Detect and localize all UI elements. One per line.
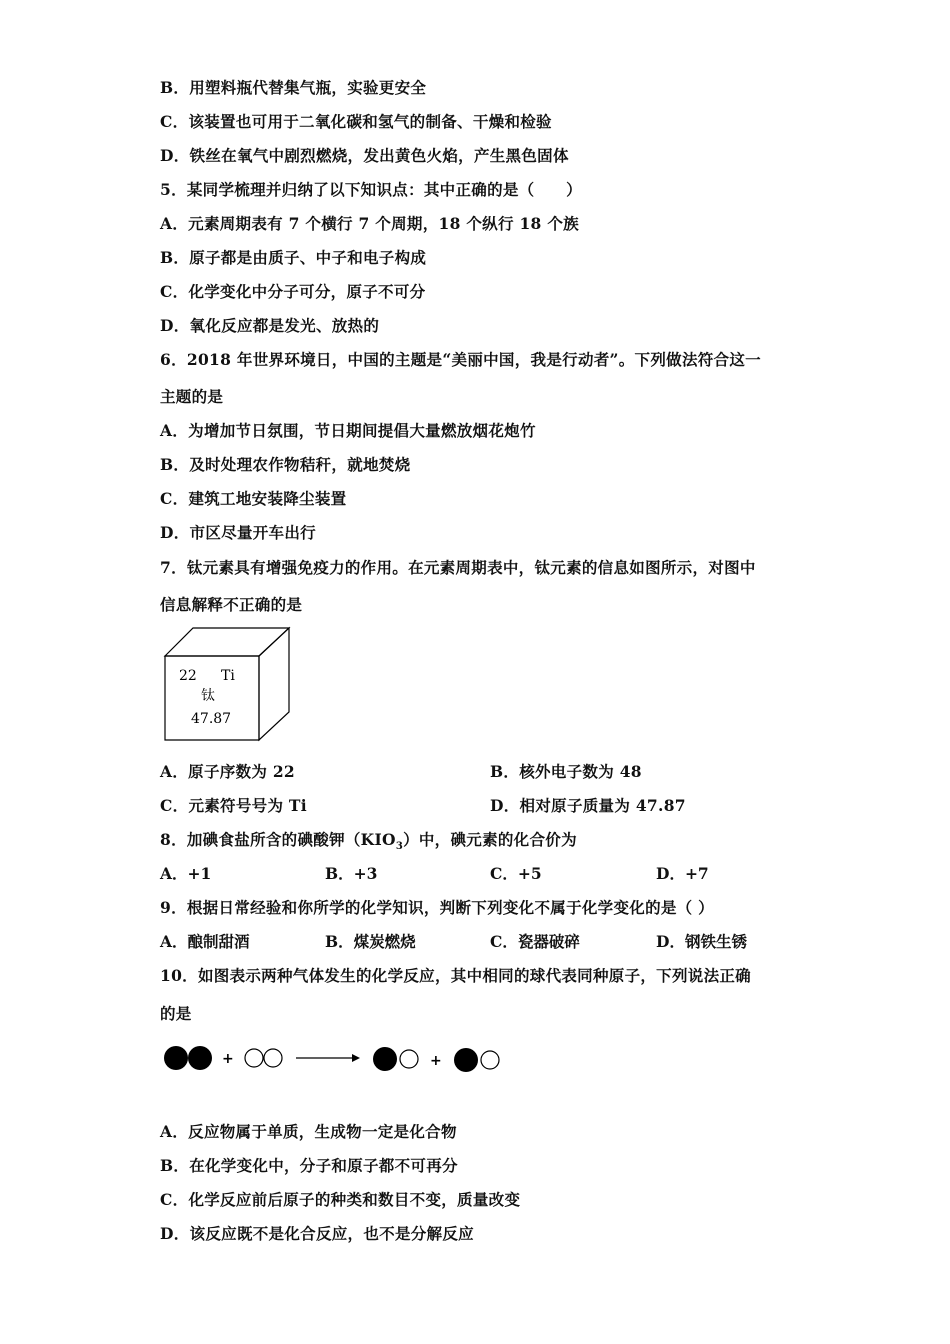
plus-sign: + (222, 1051, 234, 1067)
option-letter: C． (160, 1190, 189, 1209)
option-letter: D． (490, 796, 520, 815)
option-letter: D． (160, 146, 190, 165)
white-atom (481, 1051, 499, 1069)
option-letter: B． (160, 1156, 190, 1175)
reactant-molecule-black (164, 1046, 212, 1070)
option-text: 铁丝在氧气中剧烈燃烧，发出黄色火焰，产生黑色固体 (189, 146, 569, 165)
option-text: 氧化反应都是发光、放热的 (189, 316, 380, 335)
q10-option-d (160, 1224, 474, 1244)
q7-option-d (490, 796, 686, 816)
q10-option-a (160, 1122, 457, 1142)
q7-option-a (160, 762, 295, 782)
option-letter: B． (160, 455, 190, 474)
q8-stem-subscript: 3 (395, 841, 404, 853)
option-text: 化学变化中分子可分，原子不可分 (188, 282, 426, 301)
white-atom (264, 1049, 282, 1067)
option-text: 市区尽量开车出行 (189, 523, 316, 542)
cube-side-face (259, 628, 289, 740)
option-letter: A． (160, 421, 189, 440)
option-text: 反应物属于单质，生成物一定是化合物 (188, 1122, 457, 1141)
option-letter: A． (160, 214, 189, 233)
q4-option-d (160, 146, 569, 166)
q5-option-a (160, 214, 579, 234)
reactant-molecule-white (245, 1049, 282, 1067)
q7-stem-line1: 7．钛元素具有增强免疫力的作用。在元素周期表中，钛元素的信息如图所示，对图中 (160, 558, 756, 577)
q4-option-c (160, 112, 552, 132)
q10-stem-line2: 的是 (160, 1004, 192, 1023)
option-text: 相对原子质量为 47.87 (519, 796, 686, 815)
q10-option-c (160, 1190, 520, 1210)
option-letter: C． (160, 796, 189, 815)
q9-option-c: C．瓷器破碎 (490, 932, 580, 951)
q5-option-d (160, 316, 379, 336)
black-atom (454, 1048, 478, 1072)
option-text: 该装置也可用于二氧化碳和氢气的制备、干燥和检验 (188, 112, 552, 131)
reaction-arrow (296, 1054, 360, 1062)
atomic-number: 22 (179, 668, 197, 684)
q7-stem-line2: 信息解释不正确的是 (160, 595, 303, 614)
option-letter: B． (490, 762, 520, 781)
q7-option-c (160, 796, 307, 816)
plus-sign: + (430, 1053, 442, 1069)
option-text: 原子序数为 22 (188, 762, 296, 781)
option-letter: D． (160, 316, 190, 335)
q4-option-b (160, 78, 426, 98)
q8-option-c: C．+5 (490, 864, 542, 883)
q8-option-d: D．+7 (656, 864, 709, 883)
q10-stem-line1: 10．如图表示两种气体发生的化学反应，其中相同的球代表同种原子，下列说法正确 (160, 966, 751, 985)
q7-option-b (490, 762, 642, 782)
element-symbol: Ti (221, 668, 235, 684)
option-letter: B． (160, 248, 190, 267)
product-molecule-2 (454, 1048, 499, 1072)
q5-stem: 5．某同学梳理并归纳了以下知识点：其中正确的是（ ） (160, 180, 582, 199)
option-text: 原子都是由质子、中子和电子构成 (189, 248, 427, 267)
black-atom (164, 1046, 188, 1070)
option-text: 建筑工地安装降尘装置 (188, 489, 347, 508)
option-letter: C． (160, 489, 189, 508)
q8-stem (160, 830, 577, 857)
option-letter: D． (160, 523, 190, 542)
titanium-element-cube-figure (163, 626, 293, 742)
option-text: 用塑料瓶代替集气瓶，实验更安全 (189, 78, 427, 97)
q8-stem-pre: 8．加碘食盐所含的碘酸钾（KIO (160, 830, 396, 849)
q6-stem-line1: 6．2018 年世界环境日，中国的主题是“美丽中国，我是行动者”。下列做法符合这一 (160, 350, 761, 369)
option-text: 该反应既不是化合反应，也不是分解反应 (189, 1224, 474, 1243)
q8-option-b: B．+3 (325, 864, 378, 883)
atomic-mass: 47.87 (191, 711, 232, 727)
white-atom (400, 1050, 418, 1068)
option-text: 核外电子数为 48 (519, 762, 642, 781)
q9-option-d: D．钢铁生锈 (656, 932, 747, 951)
q8-option-a: A．+1 (160, 864, 212, 883)
black-atom (188, 1046, 212, 1070)
q9-option-b: B．煤炭燃烧 (325, 932, 416, 951)
reaction-diagram (160, 1040, 520, 1080)
option-text: 化学反应前后原子的种类和数目不变，质量改变 (188, 1190, 521, 1209)
option-letter: D． (160, 1224, 190, 1243)
option-letter: C． (160, 112, 189, 131)
option-text: 为增加节日氛围，节日期间提倡大量燃放烟花炮竹 (188, 421, 536, 440)
q6-option-d (160, 523, 316, 543)
option-letter: C． (160, 282, 189, 301)
q5-option-c (160, 282, 425, 302)
q6-option-b (160, 455, 410, 475)
cube-top-face (165, 628, 289, 656)
q10-option-b (160, 1156, 458, 1176)
q9-option-a: A．酿制甜酒 (160, 932, 250, 951)
q6-option-a (160, 421, 536, 441)
option-letter: B． (160, 78, 190, 97)
option-text: 及时处理农作物秸秆，就地焚烧 (189, 455, 411, 474)
option-letter: A． (160, 762, 189, 781)
product-molecule-1 (373, 1047, 418, 1071)
q6-option-c (160, 489, 346, 509)
q5-option-b (160, 248, 426, 268)
option-text: 在化学变化中，分子和原子都不可再分 (189, 1156, 458, 1175)
q9-stem: 9．根据日常经验和你所学的化学知识，判断下列变化不属于化学变化的是（ ） (160, 898, 714, 917)
q6-stem-line2: 主题的是 (160, 387, 224, 406)
q8-stem-post: ）中，碘元素的化合价为 (403, 830, 577, 849)
option-text: 元素符号号为 Ti (188, 796, 307, 815)
option-text: 元素周期表有 7 个横行 7 个周期，18 个纵行 18 个族 (188, 214, 579, 233)
element-name: 钛 (201, 688, 215, 704)
option-letter: A． (160, 1122, 189, 1141)
black-atom (373, 1047, 397, 1071)
white-atom (245, 1049, 263, 1067)
